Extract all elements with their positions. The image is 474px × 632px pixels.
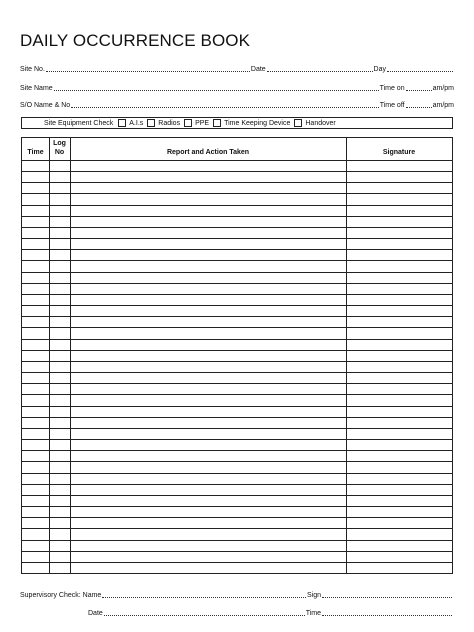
footer-date-label: Date (88, 610, 103, 617)
table-row (22, 562, 452, 563)
footer-time-field[interactable] (322, 609, 452, 616)
table-row (22, 506, 452, 507)
table-row (22, 383, 452, 384)
table-row (22, 473, 452, 474)
time-on-field[interactable] (406, 84, 432, 91)
so-name-field[interactable] (71, 101, 379, 108)
table-row (22, 540, 452, 541)
table-row (22, 394, 452, 395)
table-row (22, 283, 452, 284)
table-row (22, 417, 452, 418)
table-row (22, 528, 452, 529)
header-time: Time (27, 149, 44, 156)
day-label: Day (373, 66, 386, 73)
site-no-field[interactable] (46, 65, 250, 72)
table-row (22, 551, 452, 552)
day-field[interactable] (387, 65, 453, 72)
table-row (22, 406, 452, 407)
table-row (22, 171, 452, 172)
checkbox-icon[interactable] (294, 119, 302, 127)
equipment-item-ppe[interactable]: PPE (184, 119, 209, 127)
date-field[interactable] (267, 65, 373, 72)
table-row (22, 227, 452, 228)
table-row (22, 216, 452, 217)
table-row (22, 260, 452, 261)
page-title: DAILY OCCURRENCE BOOK (20, 31, 251, 50)
table-row (22, 484, 452, 485)
header-signature: Signature (382, 149, 416, 156)
footer-time-label: Time (305, 610, 321, 617)
site-name-row (20, 80, 454, 92)
table-row (22, 238, 452, 239)
supervisory-check-label: Supervisory Check: Name (20, 592, 102, 599)
checkbox-icon[interactable] (118, 119, 126, 127)
equipment-check-bar (21, 117, 453, 129)
checkbox-icon[interactable] (147, 119, 155, 127)
table-row (22, 461, 452, 462)
time-off-label: Time off (379, 102, 405, 109)
occurrence-log-table (21, 137, 453, 574)
table-row (22, 249, 452, 250)
table-row (22, 339, 452, 340)
site-name-field[interactable] (54, 84, 379, 91)
sign-label: Sign (306, 592, 321, 599)
footer-date-time-row (88, 605, 453, 617)
table-row (22, 450, 452, 451)
table-row (22, 428, 452, 429)
column-divider (346, 138, 347, 573)
table-row (22, 160, 452, 161)
table-row (22, 305, 452, 306)
so-name-label: S/O Name & No (20, 102, 71, 109)
table-row (22, 495, 452, 496)
header-report: Report and Action Taken (166, 149, 250, 156)
equipment-item-time-keeping[interactable]: Time Keeping Device (213, 119, 290, 127)
sign-field[interactable] (322, 591, 452, 598)
table-row (22, 294, 452, 295)
checkbox-icon[interactable] (184, 119, 192, 127)
time-off-field[interactable] (406, 101, 432, 108)
column-divider (49, 138, 50, 573)
date-label: Date (250, 66, 266, 73)
site-name-label: Site Name (20, 85, 53, 92)
checkbox-icon[interactable] (213, 119, 221, 127)
table-row (22, 182, 452, 183)
table-row (22, 439, 452, 440)
table-row (22, 327, 452, 328)
table-row (22, 517, 452, 518)
table-row (22, 316, 452, 317)
column-divider (70, 138, 71, 573)
header-log-line1: Log (53, 140, 66, 147)
so-name-row (20, 97, 454, 109)
table-row (22, 193, 452, 194)
supervisory-name-field[interactable] (102, 591, 306, 598)
header-log-line2: No (54, 149, 65, 156)
site-no-label: Site No. (20, 66, 45, 73)
time-off-ampm: am/pm (432, 102, 454, 109)
equipment-item-handover[interactable]: Handover (294, 119, 335, 127)
time-on-label: Time on (379, 85, 405, 92)
table-row (22, 205, 452, 206)
table-row (22, 350, 452, 351)
site-no-row (20, 61, 454, 73)
table-row (22, 361, 452, 362)
supervisory-check-row (20, 587, 453, 599)
table-row (22, 372, 452, 373)
equipment-item-radios[interactable]: Radios (147, 119, 180, 127)
table-row (22, 272, 452, 273)
equipment-item-ais[interactable]: A.I.s (118, 119, 143, 127)
footer-date-field[interactable] (104, 609, 305, 616)
time-on-ampm: am/pm (432, 85, 454, 92)
equipment-check-label: Site Equipment Check (44, 119, 114, 127)
